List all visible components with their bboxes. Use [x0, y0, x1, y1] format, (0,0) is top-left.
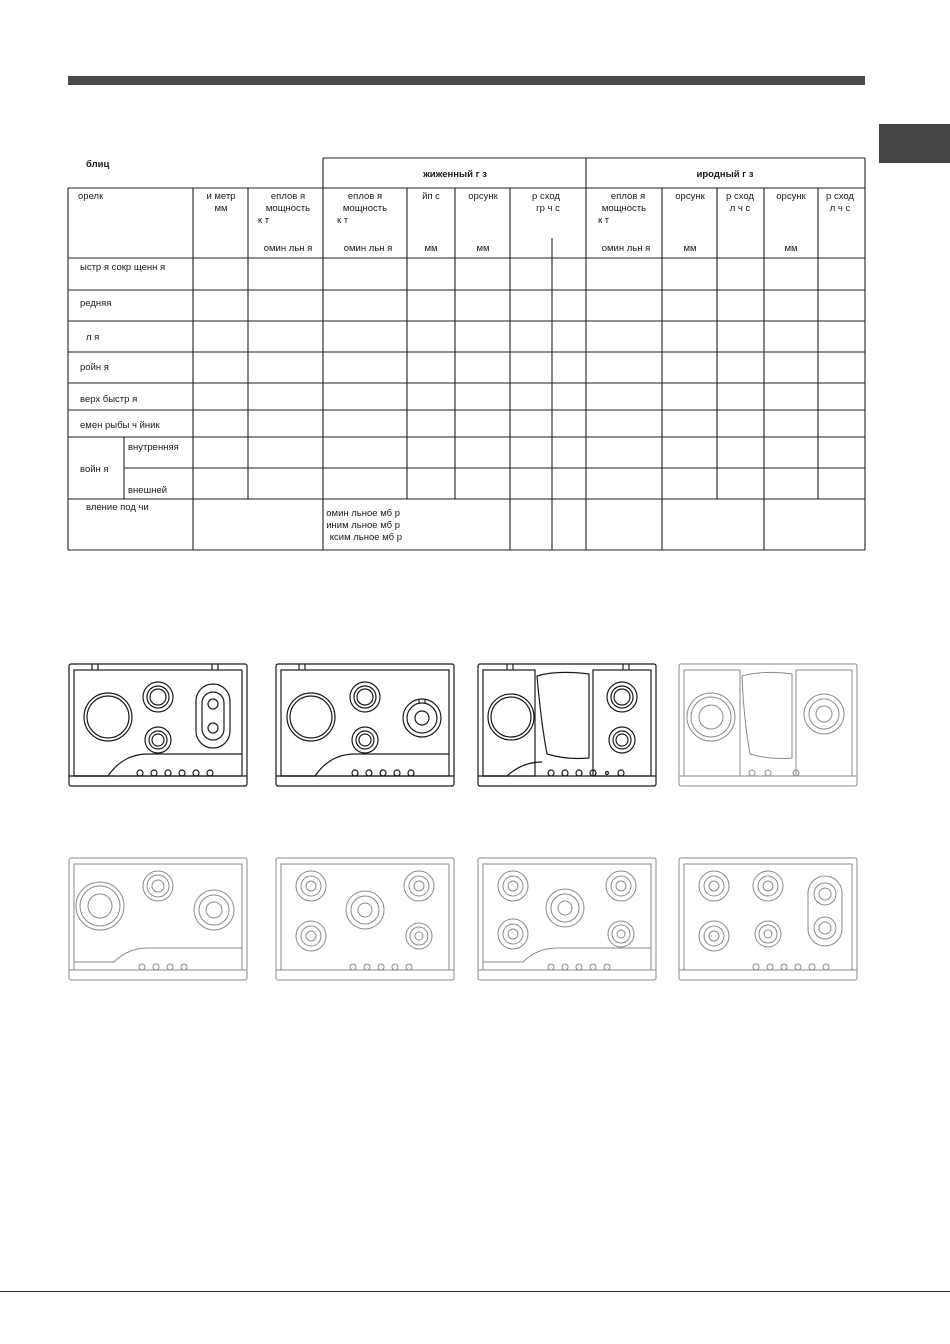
table-title: блиц	[86, 159, 110, 170]
col-ng-flow-b-2: л ч с	[829, 203, 851, 214]
col-ng-flow-b-1: р сход	[826, 191, 854, 202]
col-diameter-1: и метр	[206, 191, 236, 202]
row-label-4: верх быстр я	[80, 394, 138, 405]
col-flow-2: гр ч с	[536, 203, 560, 214]
hob-drawing-8	[678, 856, 858, 982]
row-label-pressure: вление под чи	[86, 502, 149, 513]
col-ng-power-3: к т	[598, 215, 610, 226]
hob-drawing-5	[68, 856, 248, 982]
pressure-nominal: омин льное мб р	[326, 508, 400, 519]
hob-drawing-4	[678, 662, 858, 788]
row-label-5: емен рыбы ч йник	[80, 420, 160, 431]
sub-mm-b: мм	[476, 243, 490, 254]
hob-drawing-7	[477, 856, 657, 982]
col-diameter-2: мм	[214, 203, 228, 214]
col-power-b-1: еплов я	[347, 191, 383, 202]
col-bypass: йп с	[422, 191, 440, 202]
col-nozzle: орсунк	[468, 191, 498, 202]
row-label-1: редняя	[80, 298, 112, 309]
sub-mm-a: мм	[424, 243, 438, 254]
sub-nominal-c: омин льн я	[601, 243, 651, 254]
col-ng-nozzle-1: орсунк	[675, 191, 705, 202]
group-ng-label: иродный г з	[696, 169, 754, 180]
col-ng-nozzle-2: орсунк	[776, 191, 806, 202]
sub-mm-c: мм	[683, 243, 697, 254]
col-power-a-3: к т	[258, 215, 270, 226]
col-ng-power-2: мощность	[601, 203, 647, 214]
pressure-max: ксим льное мб р	[329, 532, 402, 543]
group-lpg-label: жиженный г з	[423, 169, 487, 180]
col-power-a-2: мощность	[265, 203, 311, 214]
row-label-0: ыстр я сокр щенн я	[80, 262, 166, 273]
sub-mm-d: мм	[784, 243, 798, 254]
hob-drawing-3	[477, 662, 657, 788]
sub-nominal-a: омин льн я	[263, 243, 313, 254]
row-label-2: л я	[86, 332, 100, 343]
col-power-b-2: мощность	[342, 203, 388, 214]
col-burner: орелк	[78, 191, 104, 202]
col-ng-power-1: еплов я	[610, 191, 646, 202]
hob-drawing-6	[275, 856, 455, 982]
row-label-double-inner: внутренняя	[128, 442, 179, 453]
col-power-b-3: к т	[337, 215, 349, 226]
col-ng-flow-2: л ч с	[729, 203, 751, 214]
col-power-a-1: еплов я	[270, 191, 306, 202]
row-label-double: войн я	[80, 464, 109, 475]
sub-nominal-b: омин льн я	[343, 243, 393, 254]
hob-drawing-1	[68, 662, 248, 788]
row-label-double-outer: внешней	[128, 485, 168, 496]
row-label-3: ройн я	[80, 362, 109, 373]
footer-rule	[0, 1291, 950, 1292]
col-flow-1: р сход	[532, 191, 560, 202]
col-ng-flow-1: р сход	[726, 191, 754, 202]
table-grid	[68, 158, 865, 550]
hob-drawing-2	[275, 662, 455, 788]
pressure-min: иним льное мб р	[326, 520, 400, 531]
